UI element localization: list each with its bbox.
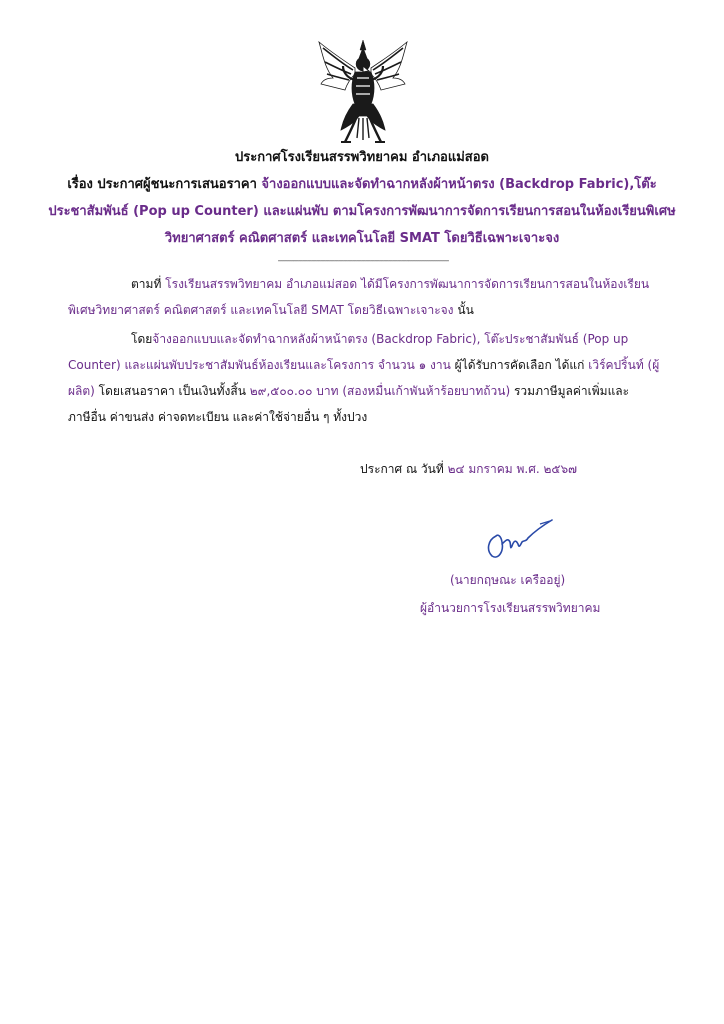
p2-vat-text: รวมภาษีมูลค่าเพิ่มและ	[510, 384, 630, 398]
p2-prefix: โดย	[131, 332, 153, 346]
paragraph-2-line-2	[68, 357, 659, 373]
announcement-subject	[0, 173, 724, 194]
paragraph-2-line-3	[68, 383, 629, 399]
divider-line: ----------------------------------------------------------------------------	[277, 256, 449, 266]
date-prefix: ประกาศ ณ วันที่	[360, 462, 448, 476]
contract-amount: ๒๙,๕๐๐.๐๐ บาท (สองหมื่นเก้าพันห้าร้อยบาทถ้วน)	[249, 384, 511, 398]
signer-position: ผู้อำนวยการโรงเรียนสรรพวิทยาคม	[420, 601, 601, 615]
paragraph-1-line-2	[68, 302, 474, 318]
p2-selected-label: ผู้ได้รับการคัดเลือก ได้แก่	[450, 358, 589, 372]
announcement-title	[0, 146, 724, 167]
subject-line-4: วิทยาศาสตร์ คณิตศาสตร์ และเทคโนโลยี SMAT โดยวิธีเฉพาะเจาะจง	[164, 231, 560, 246]
vendor-name-cont: ผลิต)	[68, 384, 95, 398]
p1-prefix: ตามที่	[131, 277, 166, 291]
paragraph-1-line-1	[131, 276, 649, 292]
announcement-date	[360, 461, 577, 477]
p2-text-2: Counter) และแผ่นพับประชาสัมพันธ์ห้องเรียนและโครงการ จำนวน ๑ งาน	[68, 358, 451, 372]
p1-suffix: นั้น	[453, 303, 474, 317]
garuda-emblem-icon	[313, 38, 413, 146]
heading-line-1: ประกาศโรงเรียนสรรพวิทยาคม อำเภอแม่สอด	[235, 150, 489, 165]
subject-prefix: เรื่อง ประกาศผู้ชนะการเสนอราคา	[67, 177, 262, 192]
paragraph-2-line-4: ภาษีอื่น ค่าขนส่ง ค่าจดทะเบียน และค่าใช้จ่ายอื่น ๆ ทั้งปวง	[68, 410, 368, 424]
paragraph-2-line-1	[131, 331, 628, 347]
p2-text-1: จ้างออกแบบและจัดทำฉากหลังผ้าหน้าตรง (Backdrop Fabric), โต๊ะประชาสัมพันธ์ (Pop up	[152, 332, 629, 346]
p1-text-2: พิเศษวิทยาศาสตร์ คณิตศาสตร์ และเทคโนโลยี SMAT โดยวิธีเฉพาะเจาะจง	[68, 303, 454, 317]
p2-price-label: โดยเสนอราคา เป็นเงินทั้งสิ้น	[94, 384, 250, 398]
vendor-name: เวิร์คปริ้นท์ (ผู้	[588, 358, 660, 372]
handwritten-signature	[478, 514, 558, 564]
subject-text: จ้างออกแบบและจัดทำฉากหลังผ้าหน้าตรง (Backdrop Fabric),โต๊ะ	[261, 177, 657, 192]
p1-text-1: โรงเรียนสรรพวิทยาคม อำเภอแม่สอด ได้มีโครงการพัฒนาการจัดการเรียนการสอนในห้องเรียน	[165, 277, 650, 291]
date-value: ๒๔ มกราคม พ.ศ. ๒๕๖๗	[447, 462, 578, 476]
signer-name: (นายกฤษณะ เครืออยู่)	[450, 573, 566, 587]
subject-line-3: ประชาสัมพันธ์ (Pop up Counter) และแผ่นพับ ตามโครงการพัฒนาการจัดการเรียนการสอนในห้องเรียนพิเศษ	[48, 204, 676, 219]
